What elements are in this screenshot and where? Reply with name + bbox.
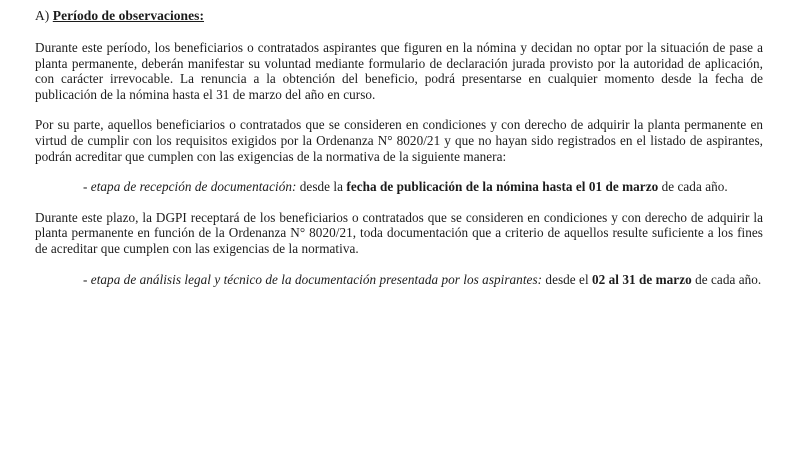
stage-analysis-dates: 02 al 31 de marzo <box>592 271 692 287</box>
stage-analysis-text-1: desde el <box>542 271 593 287</box>
paragraph-observation-period: Durante este período, los beneficiarios o contratados aspirantes que figuren en la nómina y decidan no optar por la situación de pase a planta permanente, deberán manifestar su voluntad mediante formulario de declaración jurada provisto por la autoridad de aplicación, con carácter irrevocable. La renuncia a la obtención del beneficio, podrá presentarse en cualquier momento desde la fecha de publicación de la nómina hasta el 31 de marzo del año en curso. <box>35 40 763 102</box>
stage-reception-text-2: de cada año. <box>658 179 728 195</box>
section-prefix: A) <box>35 8 53 23</box>
section-title: Período de observaciones: <box>52 8 205 23</box>
stage-analysis-text-2: de cada año. <box>691 271 762 287</box>
stage-analysis-item <box>35 272 763 288</box>
stage-reception-dates: fecha de publicación de la nómina hasta el 01 de marzo <box>346 179 659 195</box>
section-heading <box>35 8 763 24</box>
stage-reception-item <box>35 179 763 195</box>
stage-analysis-label: - etapa de análisis legal y técnico de la documentación presentada por los aspirantes: <box>83 271 543 287</box>
paragraph-accreditation: Por su parte, aquellos beneficiarios o contratados que se consideren en condiciones y con derecho de adquirir la planta permanente en virtud de cumplir con los requisitos exigidos por la Ordenanza N° 8020/21 y que no hayan sido registrados en el listado de aspirantes, podrán acreditar que cumplen con las exigencias de la normativa de la siguiente manera: <box>35 117 763 164</box>
stage-reception-label: - etapa de recepción de documentación: <box>83 179 297 195</box>
stage-reception-text-1: desde la <box>296 179 347 195</box>
paragraph-dgpi: Durante este plazo, la DGPI receptará de los beneficiarios o contratados que se consideren en condiciones y con derecho de adquirir la planta permanente en función de la Ordenanza N° 8020/21, toda documentación que a criterio de aquellos resulte suficiente a los fines de acreditar que cumplen con las exigencias de la normativa. <box>35 209 763 256</box>
document-body <box>35 8 763 302</box>
